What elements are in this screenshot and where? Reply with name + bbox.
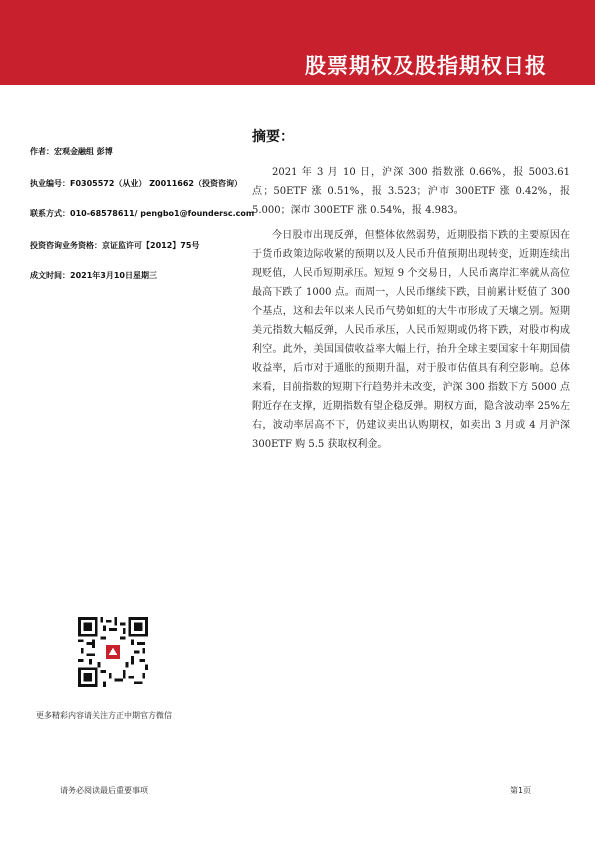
footer-notice: 请务必阅读最后重要事项 xyxy=(60,786,148,795)
author-line: 作者：宏观金融组 彭博 xyxy=(30,147,113,156)
contact-line: 联系方式：010-68578611/ pengbo1@foundersc.com xyxy=(30,209,255,218)
summary-heading: 摘要： xyxy=(252,129,294,145)
qualification-line: 投资咨询业务资格：京证监许可【2012】75号 xyxy=(30,241,200,250)
header-banner xyxy=(0,0,595,85)
page-number: 第1页 xyxy=(510,786,532,795)
summary-paragraph: 2021 年 3 月 10 日，沪深 300 指数涨 0.66%，报 5003.61 点；50ETF 涨 0.51%，报 3.523；沪市 300ETF 涨 0.42%，报 5.000；深市 300ETF 涨 0.54%，报 4.983。 xyxy=(252,167,570,216)
date-line: 成文时间：2021年3月10日星期三 xyxy=(30,271,157,280)
license-line: 执业编号：F0305572（从业） Z0011662（投资咨询） xyxy=(30,179,242,188)
summary-body xyxy=(252,163,570,454)
qr-caption: 更多精彩内容请关注方正中期官方微信 xyxy=(36,711,172,720)
report-title: 股票期权及股指期权日报 xyxy=(305,54,547,78)
qr-code-icon xyxy=(78,617,148,687)
summary-paragraph: 今日股市出现反弹，但整体依然弱势，近期股指下跌的主要原因在于货币政策边际收紧的预期以及人民币升值预期出现转变，近期连续出现贬值，人民币短期承压。短短 9 个交易日，人民币离岸汇率就从高位最高下跌了 1000 点。而周一，人民币继续下跌，目前累计贬值了 300 个基点，这和去年以来人民币气势如虹的大牛市形成了天壤之别。短期美元指数大幅反弹，人民币承压，人民币短期或仍将下跌，对股市构成利空。此外，美国国债收益率大幅上行，抬升全球主要国家十年期国债收益率，后市对于通胀的预期升温，对于股市估值具有利空影响。总体来看，目前指数的短期下行趋势并未改变，沪深 300 指数下方 5000 点附近存在支撑，近期指数有望企稳反弹。期权方面，隐含波动率 25%左右，波动率居高不下，仍建议卖出认购期权，如卖出 3 月或 4 月沪深 300ETF 购 5.5 获取权利金。 xyxy=(252,230,570,450)
